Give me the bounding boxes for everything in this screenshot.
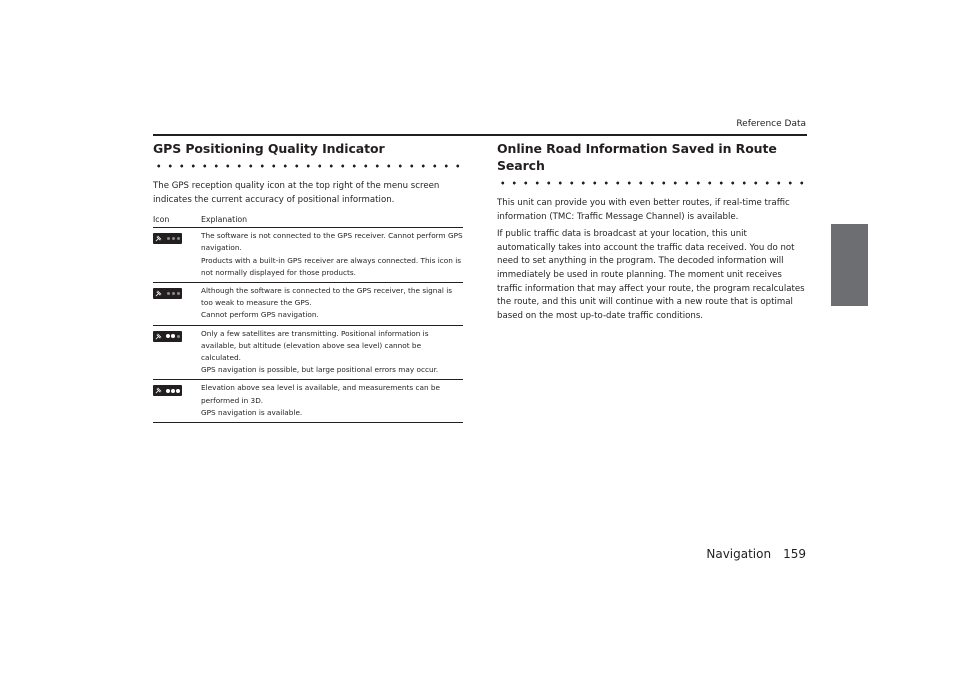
table-row [153, 326, 463, 381]
gps-quality-intro: The GPS reception quality icon at the top right of the menu screen indicates the current accuracy of positional information. [153, 181, 440, 205]
dotted-divider [497, 180, 807, 186]
chapter-tab [831, 224, 868, 306]
gps-quality-title: GPS Positioning Quality Indicator [153, 141, 385, 156]
row-line: Cannot perform GPS navigation. [201, 310, 319, 320]
header-explanation: Explanation [201, 215, 248, 225]
row-line: The software is not connected to the GPS receiver. Cannot perform GPS navigation. [201, 231, 463, 253]
online-road-info-paragraph: This unit can provide you with even better routes, if real-time traffic information (TMC: Traffic Message Channel) is available. [497, 198, 790, 222]
row-line: GPS navigation is possible, but large positional errors may occur. [201, 365, 439, 375]
row-line: Although the software is connected to the GPS receiver, the signal is too weak to measure the GPS. [201, 286, 453, 308]
gps-weak-signal-icon [153, 288, 182, 299]
online-road-info-title: Online Road Information Saved in Route Search [497, 141, 777, 173]
page-number: 159 [783, 547, 806, 561]
row-line: GPS navigation is available. [201, 407, 303, 417]
table-row [153, 380, 463, 422]
header-icon: Icon [153, 215, 170, 225]
gps-quality-table [153, 213, 463, 423]
section-label: Reference Data [736, 119, 806, 129]
row-line: Only a few satellites are transmitting. Positional information is available, but altitude (elevation above sea level) cannot be calculated. [201, 328, 429, 363]
gps-quality-section [153, 140, 463, 423]
table-row [153, 283, 463, 326]
row-line: Products with a built-in GPS receiver are always connected. This icon is not normally displayed for those products. [201, 255, 462, 277]
online-road-info-paragraph: If public traffic data is broadcast at your location, this unit automatically takes into account the traffic data received. You do not need to set anything in the program. The decoded information will immediately be used in route planning. The moment unit receives traffic information that may affect your route, the program recalculates the route, and this unit will continue with a new route that is optimal based on the most up-to-date traffic conditions. [497, 229, 805, 321]
table-row [153, 228, 463, 283]
page-footer [706, 547, 806, 561]
gps-3d-icon [153, 385, 182, 396]
dotted-divider [153, 163, 463, 169]
row-line: Elevation above sea level is available, and measurements can be performed in 3D. [201, 383, 441, 405]
online-road-info-section [497, 140, 807, 323]
gps-2d-icon [153, 331, 182, 342]
chapter-name: Navigation [706, 547, 772, 561]
gps-no-connection-icon [153, 233, 182, 244]
table-header [153, 213, 463, 228]
header-rule [153, 134, 807, 136]
